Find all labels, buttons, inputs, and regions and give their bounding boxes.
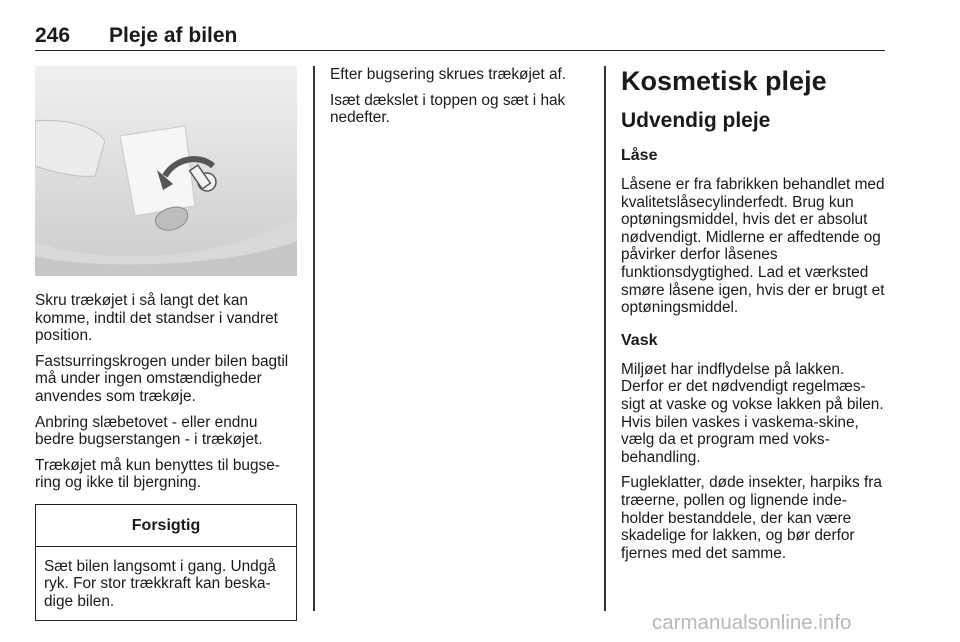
section-heading: Kosmetisk pleje	[621, 66, 827, 96]
column-divider	[604, 66, 606, 611]
paragraph: Fastsurringskrogen under bilen bagtil må under ingen omstændigheder anvendes som trækøje.	[35, 352, 289, 405]
subsection-heading: Udvendig pleje	[621, 109, 771, 132]
left-column	[35, 66, 299, 621]
paragraph: Efter bugsering skrues trækøjet af.	[330, 66, 567, 83]
page-number: 246	[35, 24, 71, 47]
tow-eye-illustration	[35, 66, 297, 276]
middle-column	[330, 66, 580, 135]
paragraph: Fugleklatter, døde insekter, harpiks fra træerne, pollen og lignende inde-holder bestanddele, der kan være skadelige for lakken, og bør derfor fjernes med det samme.	[621, 474, 882, 562]
paragraph: Anbring slæbetovet - eller endnu bedre bugserstangen - i trækøjet.	[35, 413, 263, 449]
wash-heading: Vask	[621, 331, 658, 349]
caution-title: Forsigtig	[36, 505, 296, 547]
paragraph: Isæt dækslet i toppen og sæt i hak nedefter.	[330, 91, 566, 127]
right-column	[621, 66, 889, 570]
caution-box	[35, 504, 297, 621]
page-header	[35, 20, 885, 51]
column-divider	[313, 66, 315, 611]
locks-heading: Låse	[621, 147, 658, 164]
locks-text: Låsene er fra fabrikken behandlet med kvalitetslåsecylinderfedt. Brug kun optøningsmiddel, hvis det er absolut nødvendigt. Midlerne er affedtende og påvirker derfor låsenes funktionsdygtighed. Lad et værksted smøre låsene igen, hvis der er brugt et optøningsmiddel.	[621, 176, 885, 317]
page-title: Pleje af bilen	[109, 24, 238, 47]
watermark: carmanualsonline.info	[652, 611, 852, 634]
paragraph: Skru trækøjet i så langt det kan komme, indtil det standser i vandret position.	[35, 292, 278, 345]
paragraph: Trækøjet må kun benyttes til bugse-ring og ikke til bjergning.	[35, 456, 280, 492]
paragraph: Miljøet har indflydelse på lakken. Derfor er det nødvendigt regelmæs-sigt at vaske og vokse lakken på bilen. Hvis bilen vaskes i vaskema-skine, vælg da et program med voks-behandling.	[621, 360, 884, 466]
caution-text: Sæt bilen langsomt i gang. Undgå ryk. For stor trækkraft kan beska-dige bilen.	[44, 557, 276, 610]
